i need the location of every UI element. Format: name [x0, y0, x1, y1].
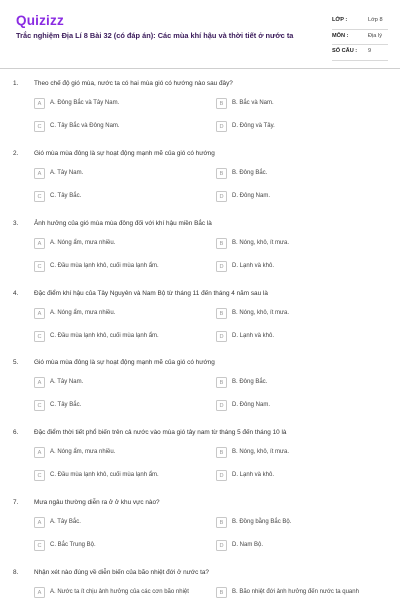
option-c[interactable] [34, 540, 199, 552]
option-key-box: B [216, 587, 227, 598]
question-number: 4. [13, 290, 19, 297]
option-text: A. Tây Bắc. [50, 519, 81, 525]
option-key-box: A [34, 447, 45, 458]
meta-label: MÔN : [332, 32, 349, 39]
worksheet-header [0, 0, 400, 64]
meta-row-class [332, 14, 388, 30]
option-text: A. Nóng ẩm, mưa nhiều. [50, 240, 116, 246]
option-text: B. Nóng, khô, ít mưa. [232, 240, 290, 246]
option-d[interactable] [216, 191, 381, 203]
option-d[interactable] [216, 400, 381, 412]
option-a[interactable] [34, 447, 199, 459]
option-text: C. Tây Bắc. [50, 402, 82, 408]
option-b[interactable] [216, 168, 381, 180]
option-key-box: A [34, 587, 45, 598]
meta-value: Địa lý [368, 32, 382, 39]
option-key-box: D [216, 470, 227, 481]
option-key-box: D [216, 540, 227, 551]
option-text: C. Tây Bắc. [50, 193, 82, 199]
meta-value: 9 [368, 48, 372, 54]
option-a[interactable] [34, 308, 199, 320]
option-text: D. Đông Nam. [232, 402, 271, 408]
option-key-box: B [216, 308, 227, 319]
question-text: Nhận xét nào đúng về diễn biến của bão nhiệt đới ở nước ta? [34, 569, 209, 576]
option-key-box: B [216, 168, 227, 179]
option-key-box: A [34, 98, 45, 109]
option-text: C. Đầu mùa lạnh khô, cuối mùa lạnh ẩm. [50, 263, 159, 269]
option-b[interactable] [216, 377, 381, 389]
option-key-box: B [216, 377, 227, 388]
question-number: 2. [13, 150, 19, 157]
meta-row-subject [332, 30, 388, 46]
option-text: B. Nóng, khô, ít mưa. [232, 310, 290, 316]
option-c[interactable] [34, 331, 199, 343]
option-text: A. Nóng ẩm, mưa nhiều. [50, 449, 116, 455]
option-key-box: A [34, 377, 45, 388]
meta-label: LỚP : [332, 17, 348, 23]
option-text: B. Đồng bằng Bắc Bộ. [232, 519, 292, 525]
option-key-box: C [34, 191, 45, 202]
option-key-box: B [216, 447, 227, 458]
option-c[interactable] [34, 261, 199, 273]
option-text: C. Bắc Trung Bộ. [50, 542, 96, 548]
option-d[interactable] [216, 121, 381, 133]
option-text: D. Lạnh và khô. [232, 333, 275, 339]
option-key-box: D [216, 400, 227, 411]
option-text: A. Tây Nam. [50, 379, 84, 385]
option-key-box: C [34, 540, 45, 551]
option-text: C. Tây Bắc và Đông Nam. [50, 123, 120, 129]
option-key-box: D [216, 261, 227, 272]
option-text: A. Đông Bắc và Tây Nam. [50, 100, 120, 106]
meta-row-count [332, 45, 388, 61]
question-text: Đặc điểm thời tiết phổ biến trên cả nước vào mùa gió tây nam từ tháng 5 đến tháng 10 là [34, 429, 287, 436]
option-key-box: D [216, 121, 227, 132]
option-key-box: A [34, 238, 45, 249]
option-c[interactable] [34, 470, 199, 482]
quizizz-logo[interactable]: Quizizz [16, 13, 64, 28]
option-text: B. Nóng, khô, ít mưa. [232, 449, 290, 455]
option-key-box: A [34, 308, 45, 319]
question-number: 6. [13, 429, 19, 436]
option-b[interactable] [216, 238, 381, 250]
option-a[interactable] [34, 168, 199, 180]
option-d[interactable] [216, 470, 381, 482]
option-a[interactable] [34, 238, 199, 250]
option-b[interactable] [216, 98, 381, 110]
option-key-box: C [34, 400, 45, 411]
option-d[interactable] [216, 331, 381, 343]
option-text: B. Đông Bắc. [232, 170, 268, 176]
option-text: D. Lạnh và khô. [232, 472, 275, 478]
option-text: B. Bắc và Nam. [232, 100, 274, 106]
option-a[interactable] [34, 98, 199, 110]
question-number: 8. [13, 569, 19, 576]
option-key-box: B [216, 517, 227, 528]
option-text: D. Nam Bộ. [232, 542, 264, 548]
option-text: D. Lạnh và khô. [232, 263, 275, 269]
option-a[interactable] [34, 377, 199, 389]
question-text: Gió mùa mùa đông là sự hoạt động mạnh mẽ của gió có hướng [34, 150, 215, 157]
option-key-box: C [34, 121, 45, 132]
option-text: D. Đông và Tây. [232, 123, 275, 129]
question-text: Gió mùa mùa đông là sự hoạt động mạnh mẽ của gió có hướng [34, 359, 215, 366]
question-text: Ảnh hưởng của gió mùa mùa đông đối với khí hậu miền Bắc là [34, 220, 212, 227]
option-c[interactable] [34, 191, 199, 203]
option-a[interactable] [34, 517, 199, 529]
option-text: C. Đầu mùa lạnh khô, cuối mùa lạnh ẩm. [50, 472, 159, 478]
option-text: A. Nước ta ít chịu ảnh hưởng của các cơn bão nhiệt [50, 589, 189, 595]
option-key-box: C [34, 470, 45, 481]
question-number: 7. [13, 499, 19, 506]
option-key-box: C [34, 331, 45, 342]
question-number: 3. [13, 220, 19, 227]
option-key-box: B [216, 238, 227, 249]
option-c[interactable] [34, 400, 199, 412]
option-b[interactable] [216, 447, 381, 459]
option-text: A. Nóng ẩm, mưa nhiều. [50, 310, 116, 316]
question-number: 5. [13, 359, 19, 366]
option-text: B. Bão nhiệt đới ảnh hưởng đến nước ta quanh [232, 589, 359, 595]
option-text: B. Đông Bắc. [232, 379, 268, 385]
option-key-box: C [34, 261, 45, 272]
option-b[interactable] [216, 308, 381, 320]
option-key-box: D [216, 331, 227, 342]
question-text: Mưa ngâu thường diễn ra ở ở khu vực nào? [34, 499, 160, 506]
option-d[interactable] [216, 261, 381, 273]
option-b[interactable] [216, 587, 381, 599]
option-text: A. Tây Nam. [50, 170, 84, 176]
option-key-box: A [34, 517, 45, 528]
meta-value: Lớp 8 [368, 17, 383, 23]
question-text: Đặc điểm khí hậu của Tây Nguyên và Nam Bộ từ tháng 11 đến tháng 4 năm sau là [34, 290, 268, 297]
option-text: D. Đông Nam. [232, 193, 271, 199]
page-title: Trắc nghiệm Địa Lí 8 Bài 32 (có đáp án): Các mùa khí hậu và thời tiết ở nước ta [16, 31, 294, 40]
meta-label: SỐ CÂU : [332, 48, 358, 54]
question-text: Theo chế độ gió mùa, nước ta có hai mùa gió có hướng nào sau đây? [34, 80, 233, 87]
option-text: C. Đầu mùa lạnh khô, cuối mùa lạnh ẩm. [50, 333, 159, 339]
option-d[interactable] [216, 540, 381, 552]
meta-panel [332, 14, 388, 61]
option-c[interactable] [34, 121, 199, 133]
option-key-box: D [216, 191, 227, 202]
question-number: 1. [13, 80, 19, 87]
option-b[interactable] [216, 517, 381, 529]
option-a[interactable] [34, 587, 199, 599]
option-key-box: B [216, 98, 227, 109]
header-divider [0, 68, 400, 69]
option-key-box: A [34, 168, 45, 179]
